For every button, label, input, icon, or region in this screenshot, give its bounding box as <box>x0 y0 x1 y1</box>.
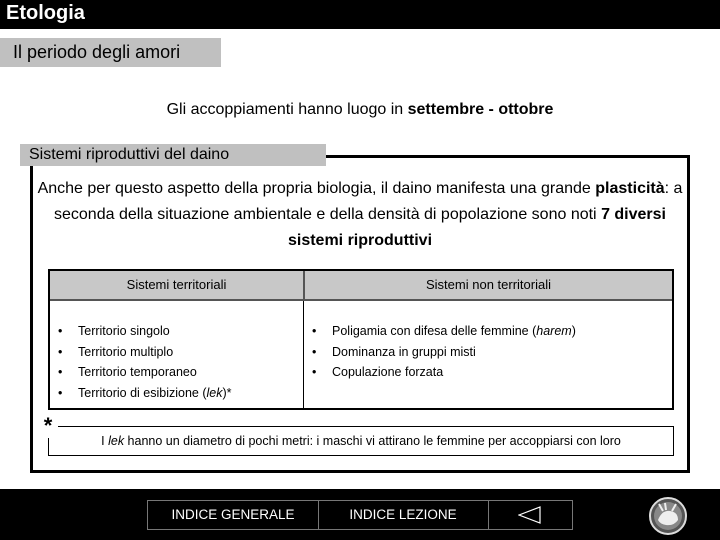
list-item-label: Copulazione forzata <box>332 365 444 379</box>
bullet-icon: • <box>58 385 63 400</box>
list-item <box>312 362 662 383</box>
bullet-icon: • <box>58 365 63 379</box>
list-item <box>58 342 298 363</box>
footer-bar <box>0 489 720 540</box>
list-item-label: Territorio singolo <box>78 324 170 338</box>
intro-prefix: Gli accoppiamenti hanno luogo in <box>166 101 408 118</box>
back-button[interactable] <box>489 501 572 529</box>
deer-logo-icon <box>648 496 688 536</box>
back-triangle-icon <box>518 506 542 524</box>
column-divider <box>303 301 304 408</box>
section-label: Sistemi riproduttivi del daino <box>20 144 326 166</box>
list-item <box>58 362 298 383</box>
note-text: hanno un diametro di pochi metri: i maschi vi attirano le femmine per accoppiarsi con loro <box>124 434 621 448</box>
general-index-button[interactable]: INDICE GENERALE <box>148 501 319 529</box>
lesson-index-button[interactable]: INDICE LEZIONE <box>318 501 489 529</box>
list-item-suffix: ) <box>571 324 576 338</box>
desc-bold-1: plasticità <box>595 180 665 197</box>
non-territorial-header: Sistemi non territoriali <box>305 271 672 301</box>
note-prefix: I <box>101 434 109 448</box>
territorial-list <box>58 321 298 403</box>
intro-text <box>0 101 720 119</box>
footnote-box <box>48 426 674 456</box>
page-title: Etologia <box>6 2 85 24</box>
desc-part-2: : a seconda della situazione ambientale e della densità di popolazione sono noti <box>54 180 683 223</box>
list-item-label: Dominanza in gruppi misti <box>332 344 476 359</box>
non-territorial-list <box>312 321 662 383</box>
list-item-label: Territorio di esibizione ( <box>78 385 207 400</box>
bullet-icon: • <box>312 344 317 359</box>
list-item-label: Territorio temporaneo <box>78 365 197 379</box>
list-item-label: Territorio multiplo <box>78 344 174 359</box>
navigation-bar <box>147 500 573 530</box>
intro-emphasis: settembre - ottobre <box>407 101 554 118</box>
territorial-header: Sistemi territoriali <box>50 271 305 301</box>
list-item-italic: lek <box>206 385 223 400</box>
systems-table <box>48 269 674 410</box>
note-italic: lek <box>108 434 125 448</box>
list-item <box>58 321 298 342</box>
list-item <box>312 342 662 363</box>
title-bar <box>0 0 720 29</box>
bullet-icon: • <box>312 365 317 379</box>
asterisk-marker: * <box>38 414 58 438</box>
list-item-italic: harem <box>536 324 572 338</box>
subtitle: Il periodo degli amori <box>0 38 221 67</box>
list-item-suffix: )* <box>222 385 232 400</box>
bullet-icon: • <box>312 324 317 338</box>
list-item <box>58 383 298 404</box>
desc-part-1: Anche per questo aspetto della propria biologia, il daino manifesta una grande <box>37 180 596 197</box>
bullet-icon: • <box>58 344 63 359</box>
list-item <box>312 321 662 342</box>
list-item-label: Poligamia con difesa delle femmine ( <box>332 324 537 338</box>
desc-bold-2: 7 diversi sistemi riproduttivi <box>287 206 666 249</box>
section-description <box>32 176 688 254</box>
bullet-icon: • <box>58 324 63 338</box>
